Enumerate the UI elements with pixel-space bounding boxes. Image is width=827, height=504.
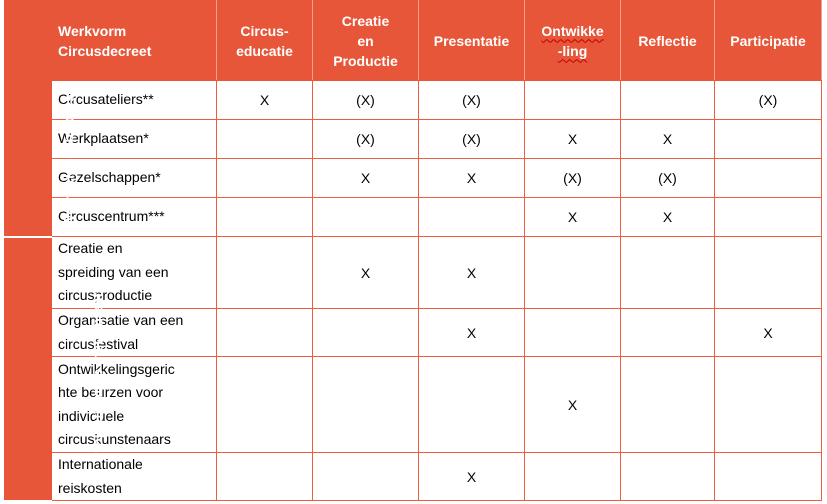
table-cell	[217, 357, 313, 453]
table-row	[5, 309, 822, 357]
header-ontwikkeling	[525, 1, 621, 81]
header-corner	[5, 1, 52, 81]
table-cell	[715, 453, 822, 501]
table-row	[5, 237, 822, 309]
table-cell	[313, 357, 419, 453]
table-row	[5, 357, 822, 453]
row-label: Werkplaatsen*	[52, 120, 217, 159]
header-werkvorm	[52, 1, 217, 81]
table-cell: (X)	[621, 159, 715, 198]
header-creatie-line-1: Creatie	[341, 12, 390, 29]
table-cell	[621, 309, 715, 357]
table-cell	[715, 357, 822, 453]
row-label-line: Organisatie van een	[58, 312, 184, 328]
header-creatie-line-3: Productie	[333, 52, 398, 69]
table-cell	[217, 237, 313, 309]
table-cell: (X)	[419, 81, 525, 120]
header-row	[5, 1, 822, 81]
row-label-line: Internationale	[58, 456, 143, 472]
table-cell: X	[621, 120, 715, 159]
header-circus-educatie-line-1: Circus-	[240, 22, 289, 39]
header-reflectie	[621, 1, 715, 81]
table-cell	[621, 237, 715, 309]
table-cell	[217, 198, 313, 237]
header-creatie-line-2: en	[357, 32, 374, 49]
table-cell: X	[621, 198, 715, 237]
table-cell: X	[525, 120, 621, 159]
row-label	[52, 453, 217, 501]
table-cell	[715, 237, 822, 309]
row-label	[52, 357, 217, 453]
row-label-line: circusfestival	[58, 335, 139, 352]
row-label-line: spreiding van een	[58, 263, 169, 280]
table-cell	[621, 453, 715, 501]
group-werkingssubsidies-label: Werkingssubsidies	[60, 94, 77, 222]
table-cell	[217, 453, 313, 501]
table-row	[5, 453, 822, 501]
header-presentatie	[419, 1, 525, 81]
table-cell	[419, 357, 525, 453]
row-label	[52, 237, 217, 309]
header-reflectie-label: Reflectie	[638, 32, 697, 49]
table-cell	[621, 357, 715, 453]
table-cell: X	[313, 159, 419, 198]
table-cell	[715, 120, 822, 159]
table-cell	[217, 120, 313, 159]
table-cell: X	[419, 309, 525, 357]
table-cell: (X)	[419, 120, 525, 159]
header-participatie-label: Participatie	[730, 32, 806, 49]
table-row	[5, 159, 822, 198]
row-label-line: reiskosten	[58, 479, 122, 496]
table-cell: X	[525, 198, 621, 237]
header-circus-educatie	[217, 1, 313, 81]
group-projectmatige-label: Projectmatige instrumenten	[89, 275, 106, 462]
table-cell: X	[313, 237, 419, 309]
table-cell	[313, 198, 419, 237]
table-cell	[313, 309, 419, 357]
row-label-line: circusproductie	[58, 287, 153, 304]
table-cell: X	[419, 453, 525, 501]
table-cell: X	[525, 357, 621, 453]
table-cell	[313, 453, 419, 501]
table-row	[5, 120, 822, 159]
header-circus-educatie-line-2: educatie	[236, 42, 293, 59]
row-label-line: circuskunstenaars	[58, 431, 171, 447]
row-label: Gezelschappen*	[52, 159, 217, 198]
header-werkvorm-line-2: Circusdecreet	[58, 42, 152, 59]
group-werkingssubsidies	[5, 81, 77, 237]
table-cell	[715, 159, 822, 198]
table-row	[5, 198, 822, 237]
table-cell: X	[715, 309, 822, 357]
header-presentatie-label: Presentatie	[433, 32, 510, 49]
table-cell: X	[419, 237, 525, 309]
table-cell: (X)	[525, 159, 621, 198]
header-werkvorm-line-1: Werkvorm	[58, 22, 127, 39]
circus-decree-table	[4, 0, 822, 502]
row-label: Circusateliers**	[52, 81, 217, 120]
row-label-line: Creatie en	[58, 240, 123, 257]
table-cell	[621, 81, 715, 120]
row-label: Circuscentrum***	[52, 198, 217, 237]
table-cell	[217, 309, 313, 357]
header-ontwikkeling-line-2: -ling	[557, 42, 588, 59]
table-cell: (X)	[715, 81, 822, 120]
table-cell: X	[217, 81, 313, 120]
table-cell: (X)	[313, 120, 419, 159]
row-label	[52, 309, 217, 357]
header-creatie-productie	[313, 1, 419, 81]
table-cell	[525, 81, 621, 120]
table-cell	[715, 198, 822, 237]
table-cell	[217, 159, 313, 198]
table-cell	[525, 309, 621, 357]
table-cell: X	[419, 159, 525, 198]
table-cell	[525, 237, 621, 309]
table-cell	[419, 198, 525, 237]
row-label-line: hte beurzen voor	[58, 384, 164, 400]
header-ontwikkeling-line-1: Ontwikke	[541, 22, 604, 39]
row-label-line: Ontwikkelingsgeric	[58, 360, 175, 377]
header-participatie	[715, 1, 822, 81]
table-cell	[525, 453, 621, 501]
table-cell: (X)	[313, 81, 419, 120]
row-label-line: individuele	[58, 407, 125, 424]
table-row	[5, 81, 822, 120]
